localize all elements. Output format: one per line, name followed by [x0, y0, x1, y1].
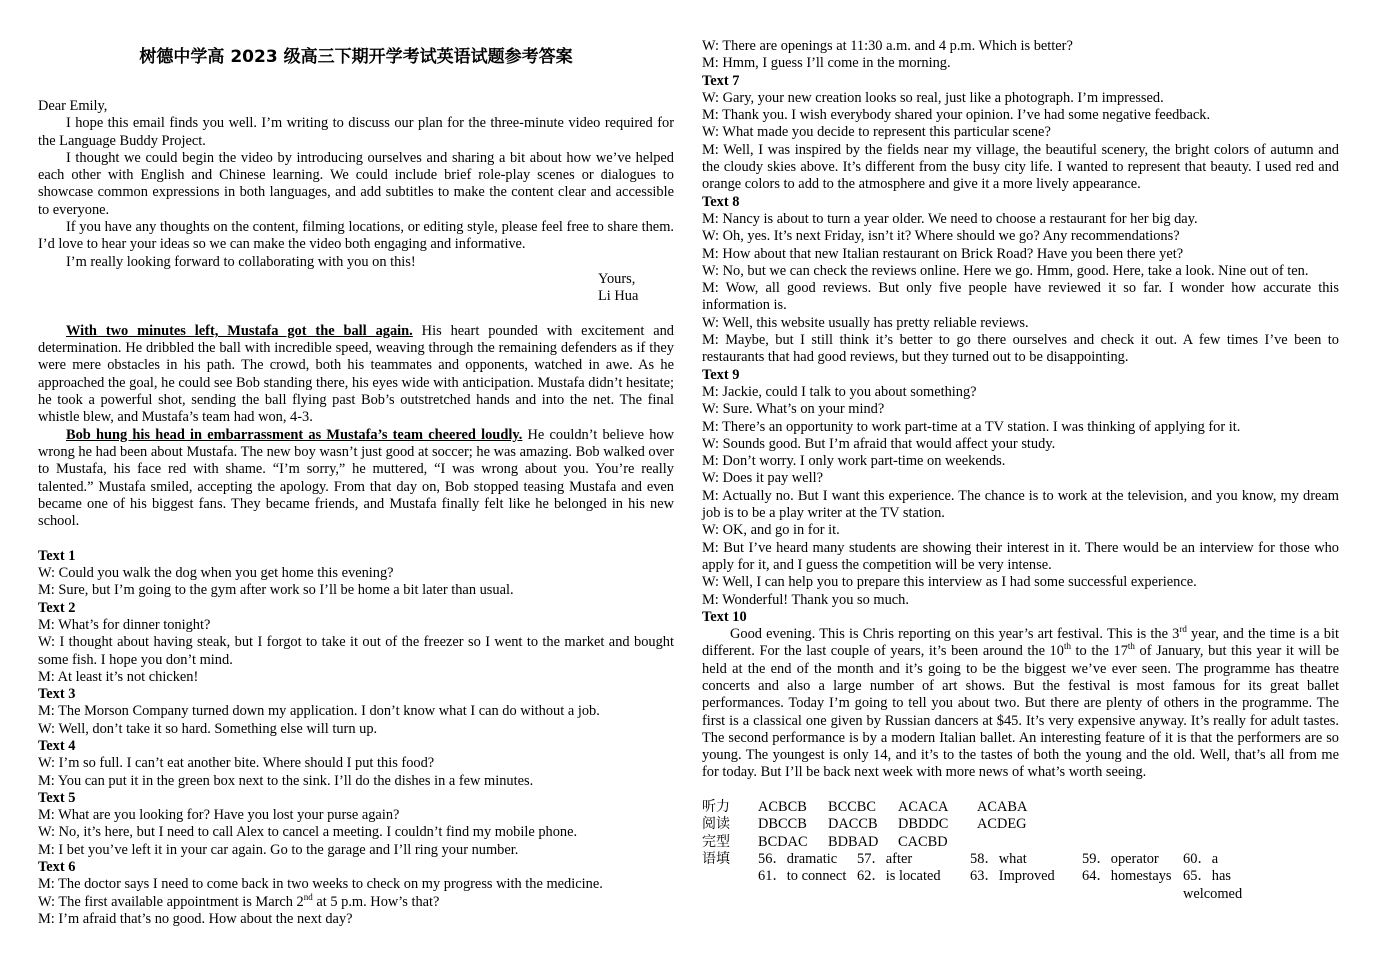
email-greeting: Dear Emily, [38, 98, 108, 114]
answer-groups: ACBCB BCCBC ACACA ACABA [758, 799, 1028, 816]
transcript-line: M: Hmm, I guess I’ll come in the morning. [702, 55, 951, 72]
answer-label: 阅读 [702, 816, 730, 833]
page-title: 树德中学高 2023 级高三下期开学考试英语试题参考答案 [139, 47, 573, 67]
transcript-paragraph: Good evening. This is Chris reporting on this year’s art festival. This is the 3rd year, and the time is a bit different. For the last couple of years, it’s been around the 10th to the 17th of January, but this year it will be held at the end of the month and it’s going to be the biggest we’ve ever seen. The programme has theatre concerts and also a large number of art shows. But the festival is most famous for its great ballet performances. Today I’m going to tell you about two. But there are plenty of others in the programme. The first is a classical one given by Russian dancers at $45. It’s very expensive anyway. It’s really for adult tastes. The second performance is by a modern Italian ballet. An interesting feature of it is that the performers are so young. The youngest is only 14, and it’s to the tastes of both the young and the old. Well, that’s all from me for today. But I’ll be back next week with more news of what’s worth seeing. [702, 624, 1339, 781]
answer-groups: BCDAC BDBAD CACBD [758, 833, 948, 850]
left-column [38, 0, 674, 928]
transcript-line: W: Could you walk the dog when you get home this evening? [38, 565, 394, 582]
transcript-line: W: Well, this website usually has pretty reliable reviews. [702, 314, 1029, 331]
transcript-line: M: Don’t worry. I only work part-time on weekends. [702, 453, 1006, 470]
transcript-line: W: Sounds good. But I’m afraid that would affect your study. [702, 435, 1056, 452]
story-paragraph: With two minutes left, Mustafa got the ball again. His heart pounded with excitement and determination. He dribbled the ball with incredible speed, weaving through the remaining defenders as if they were mere obstacles in his path. The crowd, both his teammates and opponents, watched in awe. As he approached the goal, he could see Bob standing there, his eyes wide with anticipation. Mustafa didn’t hesitate; he took a powerful shot, sending the ball flying past Bob’s outstretched hands and into the net. The final whistle blew, and Mustafa’s team had won, 4-3. [38, 322, 674, 426]
story-paragraph: Bob hung his head in embarrassment as Mustafa’s team cheered loudly. He couldn’t believe how wrong he had been about Mustafa. The new boy wasn’t just good at soccer; he was amazing. Bob walked over to Mustafa, his face red with shame. “I’m sorry,” he muttered, “I was wrong about you. You’re really talented.” Mustafa smiled, accepting the apology. From that day on, Bob stopped teasing Mustafa and even became one of his biggest fans. They became friends, and Mustafa finally felt like he belonged in his new school. [38, 426, 674, 530]
transcript-heading: Text 8 [702, 193, 740, 210]
transcript-heading: Text 1 [38, 547, 76, 564]
email-paragraph: If you have any thoughts on the content, filming locations, or editing style, please feel free to share them. I’d love to hear your ideas so we can make the video both engaging and informative. [38, 219, 674, 253]
transcript-line: M: Thank you. I wish everybody shared your opinion. I’ve had some negative feedback. [702, 107, 1211, 124]
answer-label: 听力 [702, 799, 730, 816]
email-paragraph: I hope this email finds you well. I’m writing to discuss our plan for the three-minute video required for the Language Buddy Project. [38, 115, 674, 149]
transcript-line: M: Jackie, could I talk to you about something? [702, 383, 977, 400]
transcript-heading: Text 10 [702, 608, 747, 625]
transcript-line: W: No, it’s here, but I need to call Alex to cancel a meeting. I couldn’t find my mobile phone. [38, 824, 578, 841]
transcript-line: W: Oh, yes. It’s next Friday, isn’t it? Where should we go? Any recommendations? [702, 228, 1180, 245]
transcript-line: M: You can put it in the green box next to the sink. I’ll do the dishes in a few minutes. [38, 772, 534, 789]
transcript-line: M: Sure, but I’m going to the gym after work so I’ll be home a bit later than usual. [38, 582, 514, 599]
transcript-line: M: What’s for dinner tonight? [38, 616, 211, 633]
transcript-heading: Text 2 [38, 599, 76, 616]
answer-groups: DBCCB DACCB DBDDC ACDEG [758, 816, 1027, 833]
transcript-line: W: Sure. What’s on your mind? [702, 401, 885, 418]
transcript-line: M: Wow, all good reviews. But only five people have reviewed it so far. I wonder how accurate this information is. [702, 280, 1339, 314]
answer-key [702, 799, 1339, 903]
transcript-heading: Text 3 [38, 686, 76, 703]
transcript-line: W: Does it pay well? [702, 470, 823, 487]
transcript-line: M: Actually no. But I want this experience. The chance is to work at the television, and you know, my dream job is to be a play writer at the TV station. [702, 487, 1339, 522]
transcript-line: W: No, but we can check the reviews online. Here we go. Hmm, good. Here, take a look. Nine out of ten. [702, 262, 1309, 279]
transcript-line: M: What are you looking for? Have you lost your purse again? [38, 807, 400, 824]
transcript-line: M: Nancy is about to turn a year older. We need to choose a restaurant for her big day. [702, 210, 1198, 227]
answer-label: 完型 [702, 833, 730, 850]
transcript-line: M: But I’ve heard many students are showing their interest in it. There would be an interview for those who apply for it, and I guess the competition will be very intense. [702, 539, 1339, 573]
transcript-line: W: OK, and go in for it. [702, 522, 840, 539]
transcript-heading: Text 5 [38, 789, 76, 806]
transcript-line: M: At least it’s not chicken! [38, 668, 199, 685]
email-paragraph: I thought we could begin the video by introducing ourselves and sharing a bit about how we’ve helped each other with English and Chinese learning. We could include brief role-play scenes or dialogues to showcase common expressions in both languages, and add subtitles to make the content clear and accessible to everyone. [38, 149, 674, 218]
transcript-line: M: The doctor says I need to come back in two weeks to check on my progress with the medicine. [38, 876, 603, 893]
transcript-line: W: I’m so full. I can’t eat another bite. Where should I put this food? [38, 755, 435, 772]
story-lead: Bob hung his head in embarrassment as Mustafa’s team cheered loudly. [66, 426, 523, 443]
transcript-heading: Text 9 [702, 366, 740, 383]
answer-label: 语填 [702, 850, 730, 867]
transcript-line: M: Well, I was inspired by the fields near my village, the beautiful scenery, the bright colors of autumn and the cloudy skies above. It’s different from the busy city life. I wanted to represent that beauty. I used red and orange colors to add to the atmosphere and give it a more lively appearance. [702, 141, 1339, 193]
transcript-line: M: How about that new Italian restaurant on Brick Road? Have you been there yet? [702, 245, 1184, 262]
answer-fill-row: 61．to connect 62．is located 63．Improved 64．homestays 65．has welcomed [758, 868, 1243, 902]
transcript-line: W: Gary, your new creation looks so real, just like a photograph. I’m impressed. [702, 89, 1164, 106]
right-column [702, 0, 1339, 903]
story-lead: With two minutes left, Mustafa got the ball again. [66, 322, 413, 339]
email-signature: Li Hua [598, 288, 639, 305]
email-paragraph: I’m really looking forward to collaborating with you on this! [66, 253, 416, 270]
transcript-line: W: There are openings at 11:30 a.m. and 4 p.m. Which is better? [702, 38, 1073, 54]
transcript-line: W: What made you decide to represent this particular scene? [702, 124, 1051, 141]
transcript-line: M: I bet you’ve left it in your car again. Go to the garage and I’ll ring your number. [38, 841, 519, 858]
email-closing: Yours, [598, 270, 636, 287]
transcript-line: M: Maybe, but I still think it’s better to go there ourselves and check it out. A few times I’ve been to restaurants that had good reviews, but they turned out to be disappointing. [702, 332, 1339, 366]
transcript-line: M: The Morson Company turned down my application. I don’t know what I can do without a job. [38, 703, 600, 720]
transcript-line: W: Well, I can help you to prepare this interview as I had some successful experience. [702, 574, 1197, 591]
transcript-heading: Text 4 [38, 737, 76, 754]
transcript-heading: Text 6 [38, 859, 76, 876]
transcript-line: W: The first available appointment is March 2nd at 5 p.m. How’s that? [38, 891, 440, 910]
transcript-line: W: Well, don’t take it so hard. Something else will turn up. [38, 720, 378, 737]
transcript-line: W: I thought about having steak, but I forgot to take it out of the freezer so I went to the market and bought some fish. I hope you don’t mind. [38, 634, 674, 668]
transcript-line: M: I’m afraid that’s no good. How about the next day? [38, 910, 353, 927]
transcript-line: M: There’s an opportunity to work part-time at a TV station. I was thinking of applying for it. [702, 418, 1241, 435]
transcript-line: M: Wonderful! Thank you so much. [702, 591, 909, 608]
transcript-heading: Text 7 [702, 72, 740, 89]
answer-fill-row: 56．dramatic 57．after 58．what 59．operator 60．a [758, 850, 1219, 867]
